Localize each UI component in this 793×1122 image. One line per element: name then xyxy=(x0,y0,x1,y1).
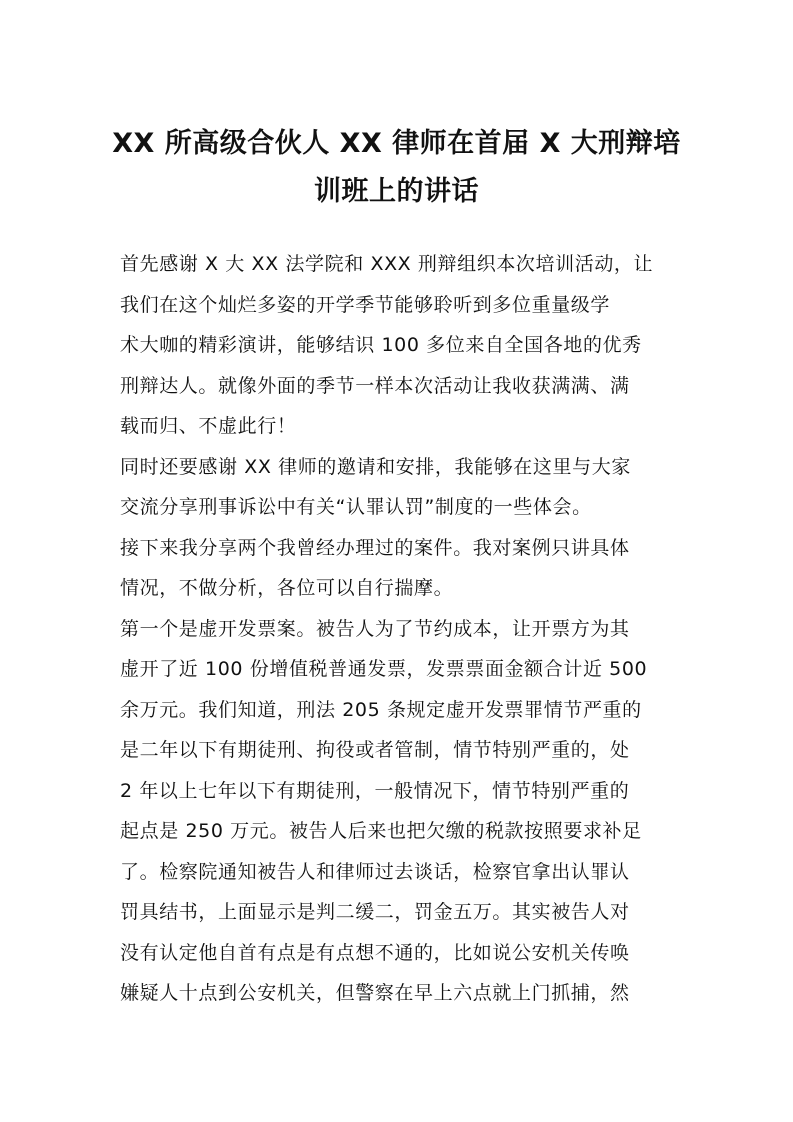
document-body xyxy=(120,244,680,1014)
body-line: 余万元。我们知道，刑法 205 条规定虚开发票罪情节严重的 xyxy=(120,698,642,721)
body-line: 同时还要感谢 XX 律师的邀请和安排，我能够在这里与大家 xyxy=(120,455,631,478)
body-line: 了。检察院通知被告人和律师过去谈话，检察官拿出认罪认 xyxy=(120,860,630,883)
body-line: 罚具结书，上面显示是判二缓二，罚金五万。其实被告人对 xyxy=(120,901,630,923)
title-line-1: XX 所高级合伙人 XX 律师在首届 X 大刑辩培 xyxy=(112,128,681,159)
document-title xyxy=(110,120,683,216)
body-line: 接下来我分享两个我曾经办理过的案件。我对案例只讲具体 xyxy=(120,536,630,559)
body-line: 我们在这个灿烂多姿的开学季节能够聆听到多位重量级学 xyxy=(120,293,611,316)
body-line: 术大咖的精彩演讲，能够结识 100 多位来自全国各地的优秀 xyxy=(120,334,642,356)
title-line-2: 训班上的讲话 xyxy=(314,176,479,207)
body-line: 虚开了近 100 份增值税普通发票，发票票面金额合计近 500 xyxy=(120,658,648,680)
body-line: 第一个是虚开发票案。被告人为了节约成本，让开票方为其 xyxy=(120,617,630,640)
body-line: 2 年以上七年以下有期徒刑，一般情况下，情节特别严重的 xyxy=(120,779,630,802)
body-line: 嫌疑人十点到公安机关，但警察在早上六点就上门抓捕，然 xyxy=(120,982,630,1004)
body-line: 情况，不做分析，各位可以自行揣摩。 xyxy=(120,577,454,599)
body-line: 首先感谢 X 大 XX 法学院和 XXX 刑辩组织本次培训活动，让 xyxy=(120,253,654,275)
body-line: 交流分享刑事诉讼中有关“认罪认罚”制度的一些体会。 xyxy=(120,496,592,518)
body-line: 起点是 250 万元。被告人后来也把欠缴的税款按照要求补足 xyxy=(120,820,642,842)
body-line: 是二年以下有期徒刑、拘役或者管制，情节特别严重的，处 xyxy=(120,739,630,761)
body-line: 载而归、不虚此行！ xyxy=(120,415,297,437)
body-line: 刑辩达人。就像外面的季节一样本次活动让我收获满满、满 xyxy=(120,374,630,397)
body-line: 没有认定他自首有点是有点想不通的，比如说公安机关传唤 xyxy=(120,941,630,964)
